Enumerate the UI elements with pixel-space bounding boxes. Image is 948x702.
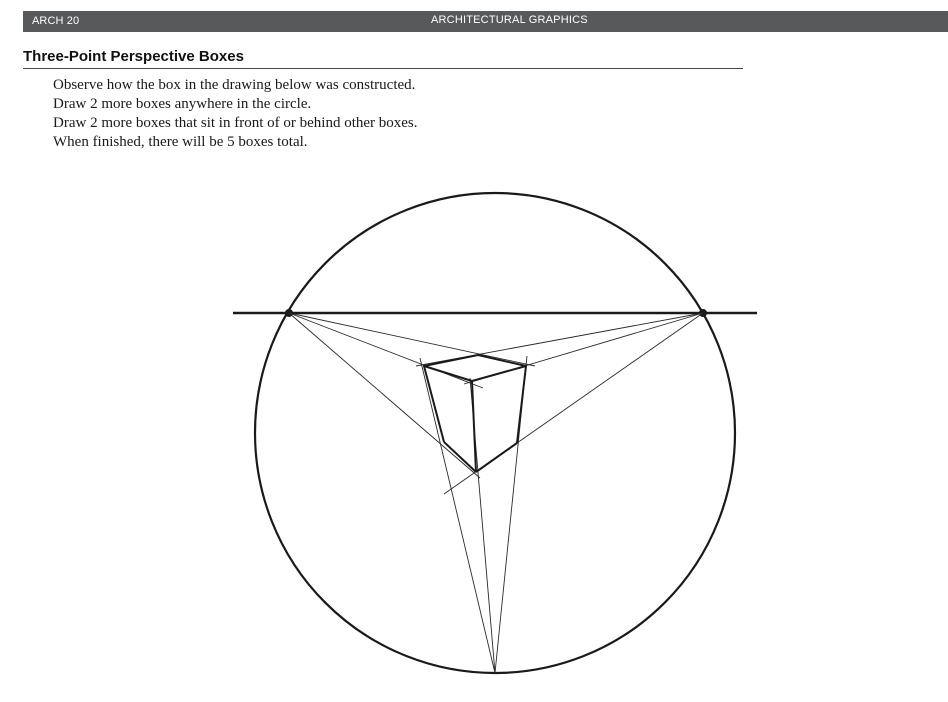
instruction-line: Observe how the box in the drawing below was constructed. (53, 77, 416, 93)
cone-of-vision-circle (255, 193, 735, 673)
box (424, 355, 526, 472)
box-edge (444, 442, 476, 472)
construction-line (420, 358, 495, 673)
construction-lines (289, 313, 703, 673)
box-edge (424, 366, 444, 442)
instruction-line: Draw 2 more boxes that sit in front of or behind other boxes. (53, 115, 418, 131)
construction-line (289, 313, 535, 366)
box-top-face (424, 355, 526, 381)
box-edge (517, 366, 526, 443)
box-edge (472, 381, 476, 472)
box-edge (476, 443, 517, 472)
course-code: ARCH 20 (32, 15, 80, 27)
section-title: Three-Point Perspective Boxes (23, 48, 244, 65)
construction-line (289, 313, 483, 388)
construction-line (289, 313, 480, 478)
instruction-line: When finished, there will be 5 boxes total. (53, 134, 308, 150)
instruction-line: Draw 2 more boxes anywhere in the circle. (53, 96, 312, 112)
course-name: ARCHITECTURAL GRAPHICS (431, 14, 588, 26)
